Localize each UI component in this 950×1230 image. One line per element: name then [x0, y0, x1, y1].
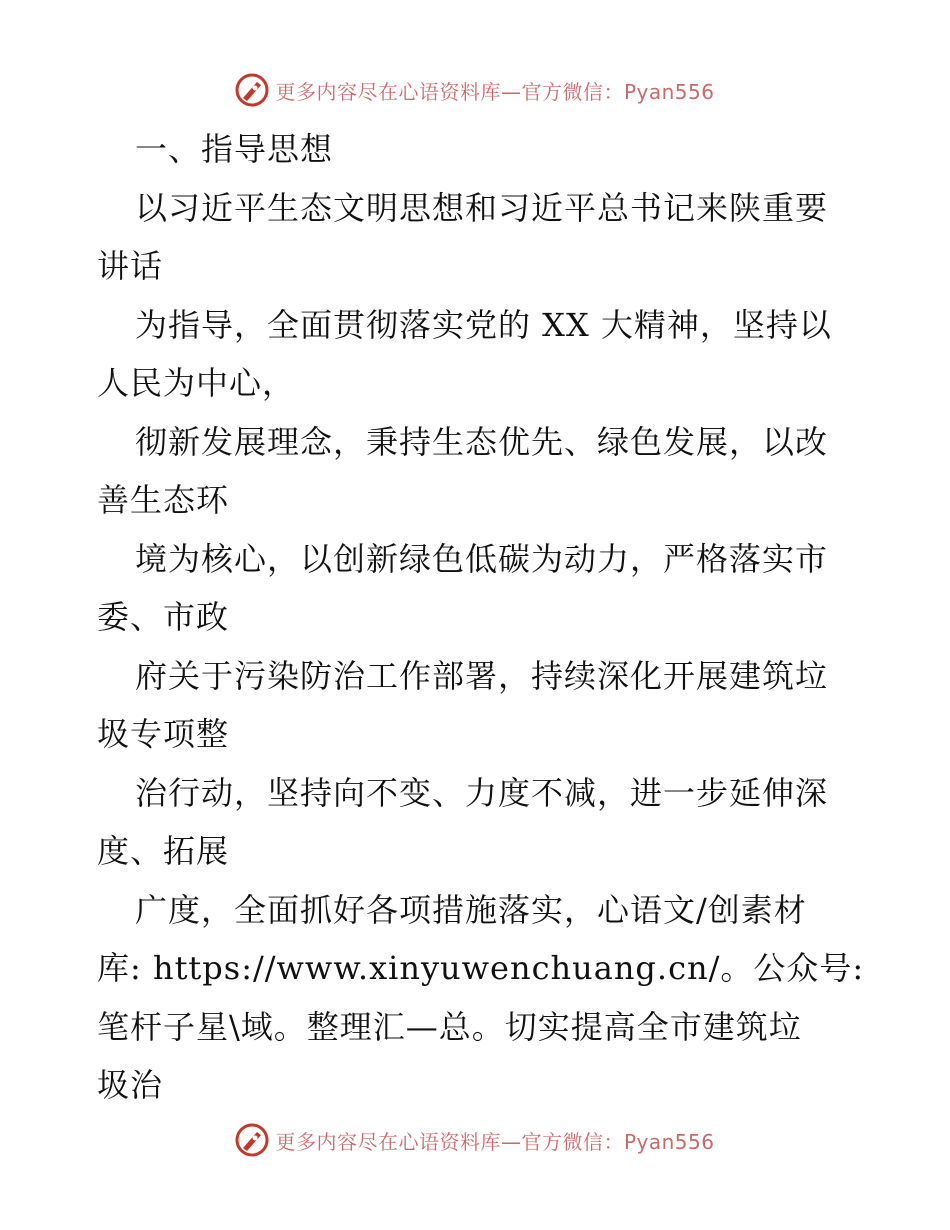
paragraph-line: 库: https://www.xinyuwenchuang.cn/。公众号:: [97, 949, 865, 987]
header-banner: [0, 70, 950, 110]
paragraph-line: 委、市政: [97, 598, 230, 636]
document-body: [97, 120, 867, 1115]
footer-banner: [0, 1120, 950, 1160]
pen-logo-icon: [235, 1123, 269, 1157]
paragraph-line: 圾治: [97, 1066, 164, 1104]
paragraph-line: 善生态环: [97, 481, 230, 519]
paragraph-line: 治行动，坚持向不变、力度不减，进一步延伸深: [135, 773, 829, 812]
paragraph-line: 人民为中心，: [97, 364, 296, 402]
paragraph-line: 为指导，全面贯彻落实党的 XX 大精神，坚持以: [135, 305, 832, 344]
paragraph-line: 度、拓展: [97, 832, 230, 870]
paragraph-line: 讲话: [97, 247, 164, 285]
pen-logo-icon: [235, 73, 269, 107]
section-heading: 一、指导思想: [135, 130, 334, 168]
paragraph-line: 府关于污染防治工作部署，持续深化开展建筑垃: [135, 656, 829, 695]
paragraph-line: 笔杆子星\域。整理汇—总。切实提高全市建筑垃: [97, 1007, 802, 1046]
paragraph-line: 境为核心，以创新绿色低碳为动力，严格落实市: [135, 539, 829, 578]
paragraph-line: 广度，全面抓好各项措施落实，心语文/创素材: [135, 890, 807, 929]
header-banner-text: 更多内容尽在心语资料库—官方微信：Pyan556: [275, 79, 715, 104]
paragraph-line: 圾专项整: [97, 715, 230, 753]
footer-banner-text: 更多内容尽在心语资料库—官方微信：Pyan556: [275, 1129, 715, 1154]
paragraph-line: 彻新发展理念，秉持生态优先、绿色发展，以改: [135, 422, 829, 461]
paragraph-line: 以习近平生态文明思想和习近平总书记来陕重要: [135, 188, 829, 227]
